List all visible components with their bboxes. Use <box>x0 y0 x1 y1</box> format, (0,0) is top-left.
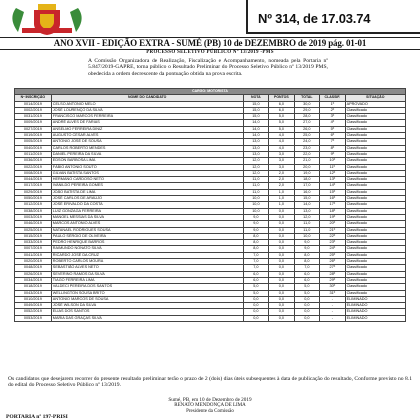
table-cell-b: 0,0 <box>269 284 294 290</box>
table-cell-d: 15,0 <box>294 196 319 202</box>
table-cell-d: 0,0 <box>294 296 319 302</box>
table-cell-pos: 0034/2019 <box>15 277 52 283</box>
table-cell-sit: Classificado <box>345 265 405 271</box>
table-cell-pos: 0012/2019 <box>15 202 52 208</box>
table-cell-e: 15º <box>320 189 345 195</box>
table-cell-d: 18,0 <box>294 177 319 183</box>
table-cell-name: RAIMUNDO NONATO SILVA <box>51 246 243 252</box>
table-cell-sit: Classificado <box>345 208 405 214</box>
table-title: CARGO: MOTORISTA <box>15 89 406 95</box>
table-cell-b: 0,0 <box>269 309 294 315</box>
table-cell-a: 7,0 <box>243 252 268 258</box>
table-cell-d: 0,0 <box>294 309 319 315</box>
table-cell-sit: ELIMINADO <box>345 303 405 309</box>
table-cell-d: 23,0 <box>294 145 319 151</box>
table-cell-d: 0,0 <box>294 303 319 309</box>
table-cell-name: SEVERINO RAMOS DA SILVA <box>51 271 243 277</box>
table-cell-sit: Classificado <box>345 227 405 233</box>
table-cell-b: 3,0 <box>269 164 294 170</box>
table-cell-e: 3º <box>320 114 345 120</box>
table-cell-name: JOSÉ ERIVALDO DA COSTA <box>51 202 243 208</box>
table-cell-d: 29,0 <box>294 107 319 113</box>
table-cell-name: ELIAS DOS SANTOS <box>51 309 243 315</box>
table-cell-name: GILVAN BATISTA SANTOS <box>51 170 243 176</box>
table-cell-name: ANTONIO MARCOS DE SOUSA <box>51 296 243 302</box>
table-cell-name: PAULO SÉRGIO DE OLIVEIRA <box>51 233 243 239</box>
table-cell-a: 11,0 <box>243 189 268 195</box>
table-cell-a: 8,0 <box>243 233 268 239</box>
table-cell-pos: 0017/2019 <box>15 183 52 189</box>
column-header: SITUAÇÃO <box>345 95 405 101</box>
table-cell-sit: Classificado <box>345 177 405 183</box>
table-cell-d: 5,0 <box>294 284 319 290</box>
table-cell-e: 5º <box>320 126 345 132</box>
table-cell-b: 0,0 <box>269 233 294 239</box>
table-cell-e: 1º <box>320 101 345 107</box>
table-cell-sit: Classificado <box>345 151 405 157</box>
table-cell-a: 7,0 <box>243 265 268 271</box>
table-cell-pos: 0040/2019 <box>15 145 52 151</box>
table-cell-name: PEDRO HENRIQUE BARROS <box>51 240 243 246</box>
table-cell-d: 24,0 <box>294 139 319 145</box>
table-cell-pos: 0003/2019 <box>15 214 52 220</box>
table-cell-sit: Classificado <box>345 284 405 290</box>
edition-bar: ANO XVII - EDIÇÃO EXTRA - SUMÉ (PB) 10 de DEZEMBRO de 2019 pág. 01-01 <box>0 37 420 50</box>
table-cell-pos: 0031/2019 <box>15 114 52 120</box>
table-cell-pos: 0050/2019 <box>15 196 52 202</box>
table-cell-pos: 0044/2019 <box>15 177 52 183</box>
table-cell-name: RICARDO JOSÉ DA CRUZ <box>51 252 243 258</box>
table-cell-a: 12,0 <box>243 158 268 164</box>
table-cell-pos: 0014/2019 <box>15 101 52 107</box>
table-cell-a: 10,0 <box>243 208 268 214</box>
table-cell-e: 27º <box>320 265 345 271</box>
issue-number: Nº 314, de 17.03.74 <box>258 11 371 26</box>
table-cell-b: 4,0 <box>269 133 294 139</box>
table-cell-sit: Classificado <box>345 139 405 145</box>
table-cell-d: 16,0 <box>294 189 319 195</box>
table-cell-name: FÁBIO ANTONIO SOUTO <box>51 164 243 170</box>
column-header: NOME DO CANDIDATO <box>51 95 243 101</box>
table-cell-b: 0,0 <box>269 265 294 271</box>
table-cell-a: 11,0 <box>243 177 268 183</box>
table-cell-e: 29º <box>320 277 345 283</box>
table-cell-b: 0,0 <box>269 252 294 258</box>
table-cell-b: 0,0 <box>269 271 294 277</box>
table-cell-e: 22º <box>320 233 345 239</box>
table-cell-name: HERMANO CARDOSO NETO <box>51 177 243 183</box>
table-cell-a: 10,0 <box>243 202 268 208</box>
table-cell-b: 2,0 <box>269 177 294 183</box>
table-cell-a: 13,0 <box>243 151 268 157</box>
table-cell-name: EDSON BARBOSA LIMA <box>51 158 243 164</box>
table-cell-e: 10º <box>320 158 345 164</box>
table-cell-b: 3,0 <box>269 151 294 157</box>
table-cell-name: JOSÉ LOURENÇO DA SILVA <box>51 107 243 113</box>
table-cell-a: 9,0 <box>243 221 268 227</box>
table-cell-sit: Classificado <box>345 271 405 277</box>
table-cell-a: 9,0 <box>243 227 268 233</box>
table-cell-name: MANOEL MESSIAS DA SILVA <box>51 214 243 220</box>
table-cell-a: 13,0 <box>243 145 268 151</box>
table-cell-sit: APROVADO <box>345 101 405 107</box>
results-table <box>14 88 406 322</box>
table-cell-sit: Classificado <box>345 126 405 132</box>
table-cell-sit: Classificado <box>345 183 405 189</box>
table-cell-b: 2,0 <box>269 170 294 176</box>
table-cell-a: 11,0 <box>243 183 268 189</box>
table-cell-pos: 0008/2019 <box>15 170 52 176</box>
table-cell-name: JOÃO BATISTA DE LIMA <box>51 189 243 195</box>
table-cell-sit: ELIMINADO <box>345 315 405 321</box>
table-cell-d: 6,0 <box>294 277 319 283</box>
table-cell-pos: 0020/2019 <box>15 259 52 265</box>
table-cell-pos: 0026/2019 <box>15 271 52 277</box>
table-cell-b: 0,0 <box>269 221 294 227</box>
table-cell-b: 6,0 <box>269 107 294 113</box>
table-cell-d: 30,0 <box>294 101 319 107</box>
table-cell-b: 0,0 <box>269 227 294 233</box>
table-cell-a: 14,0 <box>243 126 268 132</box>
table-cell-name: VALDECI PEREIRA DOS SANTOS <box>51 284 243 290</box>
table-cell-b: 1,0 <box>269 189 294 195</box>
table-cell-pos: 0053/2019 <box>15 315 52 321</box>
masthead <box>0 0 420 36</box>
table-cell-d: 19,0 <box>294 170 319 176</box>
table-cell-e: 19º <box>320 214 345 220</box>
table-cell-e: 20º <box>320 221 345 227</box>
table-cell-e: 12º <box>320 170 345 176</box>
table-cell-b: 4,0 <box>269 145 294 151</box>
table-cell-pos: 0052/2019 <box>15 309 52 315</box>
table-cell-sit: Classificado <box>345 189 405 195</box>
table-cell-name: TIAGO FERREIRA LIMA <box>51 277 243 283</box>
table-cell-pos: 0046/2019 <box>15 221 52 227</box>
table-cell-name: IVANILDO PEREIRA GOMES <box>51 183 243 189</box>
table-cell-name: DANIEL PEREIRA DA SILVA <box>51 151 243 157</box>
table-cell-d: 11,0 <box>294 227 319 233</box>
table-cell-sit: ELIMINADO <box>345 296 405 302</box>
table-cell-sit: Classificado <box>345 252 405 258</box>
table-cell-d: 20,0 <box>294 164 319 170</box>
table-cell-e: 8º <box>320 145 345 151</box>
table-cell-d: 0,0 <box>294 315 319 321</box>
table-cell-sit: Classificado <box>345 133 405 139</box>
table-cell-name: JOSÉ CARLOS DE ARAÚJO <box>51 196 243 202</box>
table-cell-sit: Classificado <box>345 277 405 283</box>
table-cell-sit: Classificado <box>345 196 405 202</box>
table-cell-d: 5,0 <box>294 290 319 296</box>
table-cell-a: 5,0 <box>243 284 268 290</box>
table-cell-name: NATANAEL RODRIGUES SOUSA <box>51 227 243 233</box>
table-cell-sit: Classificado <box>345 233 405 239</box>
table-cell-pos: 0038/2019 <box>15 208 52 214</box>
table-cell-pos: 0025/2019 <box>15 227 52 233</box>
table-cell-name: ANSELMO FERREIRA DINIZ <box>51 126 243 132</box>
table-cell-b: 5,0 <box>269 126 294 132</box>
table-cell-e: 6º <box>320 133 345 139</box>
table-cell-a: 15,0 <box>243 107 268 113</box>
table-cell-b: 0,0 <box>269 259 294 265</box>
table-cell-b: 3,0 <box>269 158 294 164</box>
signature-role: Presidente da Comissão <box>186 408 234 414</box>
table-cell-e: 4º <box>320 120 345 126</box>
signature-name: RENATO MENDONÇA DE LIMA <box>174 403 246 408</box>
table-cell-sit: Classificado <box>345 290 405 296</box>
table-cell-d: 26,0 <box>294 126 319 132</box>
table-cell-a: 15,0 <box>243 101 268 107</box>
table-cell-a: 13,0 <box>243 139 268 145</box>
table-cell-pos: 0041/2019 <box>15 252 52 258</box>
table-cell-e: - <box>320 309 345 315</box>
municipal-crest-logo <box>4 2 90 36</box>
column-header: TOTAL <box>294 95 319 101</box>
table-cell-a: 6,0 <box>243 277 268 283</box>
table-cell-a: 8,0 <box>243 240 268 246</box>
table-cell-d: 21,0 <box>294 158 319 164</box>
table-cell-pos: 0007/2019 <box>15 246 52 252</box>
table-cell-name: MARIA DAS GRAÇAS SILVA <box>51 315 243 321</box>
table-cell-a: 14,0 <box>243 120 268 126</box>
table-cell-d: 8,0 <box>294 259 319 265</box>
table-cell-sit: Classificado <box>345 107 405 113</box>
table-cell-e: 13º <box>320 177 345 183</box>
table-cell-name: CELSO ANTONIO MELO <box>51 101 243 107</box>
table-cell-e: - <box>320 296 345 302</box>
table-cell-e: 26º <box>320 259 345 265</box>
table-cell-d: 10,0 <box>294 233 319 239</box>
column-header: PONTOS <box>269 95 294 101</box>
table-cell-a: 8,0 <box>243 246 268 252</box>
table-cell-name: AUGUSTO CÉSAR ALVES <box>51 133 243 139</box>
table-cell-name: ANTONIO JOSÉ DE SOUSA <box>51 139 243 145</box>
table-cell-pos: 0049/2019 <box>15 303 52 309</box>
table-cell-b: 0,0 <box>269 296 294 302</box>
signature-block <box>0 403 420 414</box>
table-cell-a: 0,0 <box>243 296 268 302</box>
table-cell-sit: Classificado <box>345 246 405 252</box>
table-cell-name: SEBASTIÃO ALVES NETO <box>51 265 243 271</box>
table-cell-e: 7º <box>320 139 345 145</box>
table-cell-name: CARLOS ROBERTO MENDES <box>51 145 243 151</box>
table-cell-b: 0,0 <box>269 214 294 220</box>
table-cell-a: 10,0 <box>243 196 268 202</box>
table-cell-sit: Classificado <box>345 158 405 164</box>
table-cell-b: 5,0 <box>269 120 294 126</box>
date-line: Sumé, PB, em 10 de Dezembro de 2019 <box>168 397 252 403</box>
table-cell-d: 22,0 <box>294 151 319 157</box>
table-cell-pos: 0015/2019 <box>15 233 52 239</box>
table-cell-name: FRANCISCO MARCOS FERREIRA <box>51 114 243 120</box>
table-cell-d: 8,0 <box>294 252 319 258</box>
table-cell-b: 0,0 <box>269 290 294 296</box>
table-cell-e: - <box>320 315 345 321</box>
table-cell-e: 21º <box>320 227 345 233</box>
table-cell-b: 0,0 <box>269 240 294 246</box>
issue-box <box>246 0 420 34</box>
table-cell-e: 25º <box>320 252 345 258</box>
table-cell-sit: Classificado <box>345 259 405 265</box>
table-cell-e: 11º <box>320 164 345 170</box>
table-cell-a: 12,0 <box>243 170 268 176</box>
table-cell-pos: 0011/2019 <box>15 151 52 157</box>
table-cell-a: 0,0 <box>243 303 268 309</box>
table-cell-b: 1,0 <box>269 202 294 208</box>
table-cell-sit: Classificado <box>345 164 405 170</box>
table-cell-d: 7,0 <box>294 265 319 271</box>
table-cell-e: 24º <box>320 246 345 252</box>
table-cell-b: 0,0 <box>269 315 294 321</box>
table-cell-name: WELLINGTON SOUSA BRITO <box>51 290 243 296</box>
table-cell-d: 14,0 <box>294 202 319 208</box>
table-cell-d: 6,0 <box>294 271 319 277</box>
table-cell-name: MARCOS ANTONIO ALVES <box>51 221 243 227</box>
table-cell-d: 9,0 <box>294 246 319 252</box>
table-cell-sit: Classificado <box>345 170 405 176</box>
table-cell-sit: Classificado <box>345 120 405 126</box>
table-cell-e: 17º <box>320 202 345 208</box>
table-cell-sit: Classificado <box>345 145 405 151</box>
table-cell-d: 25,0 <box>294 133 319 139</box>
table-cell-a: 7,0 <box>243 259 268 265</box>
table-cell-a: 12,0 <box>243 164 268 170</box>
table-cell-pos: 0027/2019 <box>15 126 52 132</box>
table-cell-name: JOSÉ WILSON DA SILVA <box>51 303 243 309</box>
table-cell-sit: Classificado <box>345 214 405 220</box>
table-cell-a: 0,0 <box>243 309 268 315</box>
table-cell-b: 4,0 <box>269 139 294 145</box>
closing-paragraph: Os candidatos que desejarem recorrer do presente resultado preliminar terão o prazo de 2 (dois) dias úteis subsequentes à data de publicação do resultado, Conforme previsto no 8.1 do edital do Processo Seletivo Público nº 13/2019. <box>8 376 412 389</box>
table-cell-d: 13,0 <box>294 208 319 214</box>
table-cell-pos: 0048/2019 <box>15 265 52 271</box>
table-cell-b: 0,0 <box>269 277 294 283</box>
table-cell-a: 0,0 <box>243 315 268 321</box>
column-header: CLASSIF. <box>320 95 345 101</box>
table-cell-b: 2,0 <box>269 183 294 189</box>
table-cell-d: 12,0 <box>294 214 319 220</box>
table-cell-pos: 0019/2019 <box>15 133 52 139</box>
table-cell-e: 23º <box>320 240 345 246</box>
table-cell-pos: 0002/2019 <box>15 107 52 113</box>
table-cell-e: 18º <box>320 208 345 214</box>
table-cell-e: - <box>320 303 345 309</box>
table-cell-d: 27,0 <box>294 120 319 126</box>
table-cell-pos: 0033/2019 <box>15 240 52 246</box>
table-cell-e: 16º <box>320 196 345 202</box>
table-cell-e: 30º <box>320 284 345 290</box>
table-cell-pos: 0029/2019 <box>15 189 52 195</box>
table-cell-b: 0,0 <box>269 246 294 252</box>
table-cell-e: 31º <box>320 290 345 296</box>
table-cell-name: ANDRÉ ALVES DE FARIAS <box>51 120 243 126</box>
table-cell-sit: Classificado <box>345 240 405 246</box>
table-cell-e: 2º <box>320 107 345 113</box>
table-cell-pos: 0043/2019 <box>15 290 52 296</box>
table-cell-d: 11,0 <box>294 221 319 227</box>
table-cell-pos: 0036/2019 <box>15 158 52 164</box>
table-cell-pos: 0005/2019 <box>15 139 52 145</box>
intro-paragraph: A Comissão Organizadora de Realização, Fiscalização e Acompanhamento, nomeada pela Portaria nº 5.847/2019-GAPRE, torna público o Resultado Preliminar do Processo Seletivo Público nº 13/2019 PMS, obedecida a ordem decrescente da pontuação obtida na prova escrita. <box>88 58 328 77</box>
table-cell-name: ROBERTO CARLOS MOURA <box>51 259 243 265</box>
table-cell-d: 28,0 <box>294 114 319 120</box>
table-cell-name: LUIZ GONZAGA FERREIRA <box>51 208 243 214</box>
selection-process-header: PROCESSO SELETIVO PÚBLICO Nº 13/2019 -PMS <box>146 50 274 55</box>
table-cell-a: 14,0 <box>243 133 268 139</box>
table-cell-pos: 0022/2019 <box>15 164 52 170</box>
column-header: NOTA <box>243 95 268 101</box>
table-cell-a: 9,0 <box>243 214 268 220</box>
table-cell-b: 6,0 <box>269 101 294 107</box>
table-row <box>15 315 406 321</box>
table-cell-pos: 0018/2019 <box>15 284 52 290</box>
table-cell-sit: ELIMINADO <box>345 309 405 315</box>
portaria-heading: PORTARIA nº 197-PRISI <box>6 414 68 420</box>
table-cell-e: 28º <box>320 271 345 277</box>
table-cell-b: 0,0 <box>269 303 294 309</box>
table-cell-sit: Classificado <box>345 202 405 208</box>
table-cell-a: 5,0 <box>243 290 268 296</box>
table-cell-pos: 0010/2019 <box>15 296 52 302</box>
table-cell-b: 5,0 <box>269 114 294 120</box>
table-cell-d: 17,0 <box>294 183 319 189</box>
table-cell-e: 14º <box>320 183 345 189</box>
table-cell-a: 6,0 <box>243 271 268 277</box>
table-cell-b: 0,0 <box>269 208 294 214</box>
column-header: Nº INSCRIÇÃO <box>15 95 52 101</box>
table-cell-d: 9,0 <box>294 240 319 246</box>
table-cell-sit: Classificado <box>345 221 405 227</box>
table-cell-sit: Classificado <box>345 114 405 120</box>
table-cell-a: 15,0 <box>243 114 268 120</box>
table-cell-pos: 0009/2019 <box>15 120 52 126</box>
table-cell-b: 1,0 <box>269 196 294 202</box>
table-cell-e: 9º <box>320 151 345 157</box>
